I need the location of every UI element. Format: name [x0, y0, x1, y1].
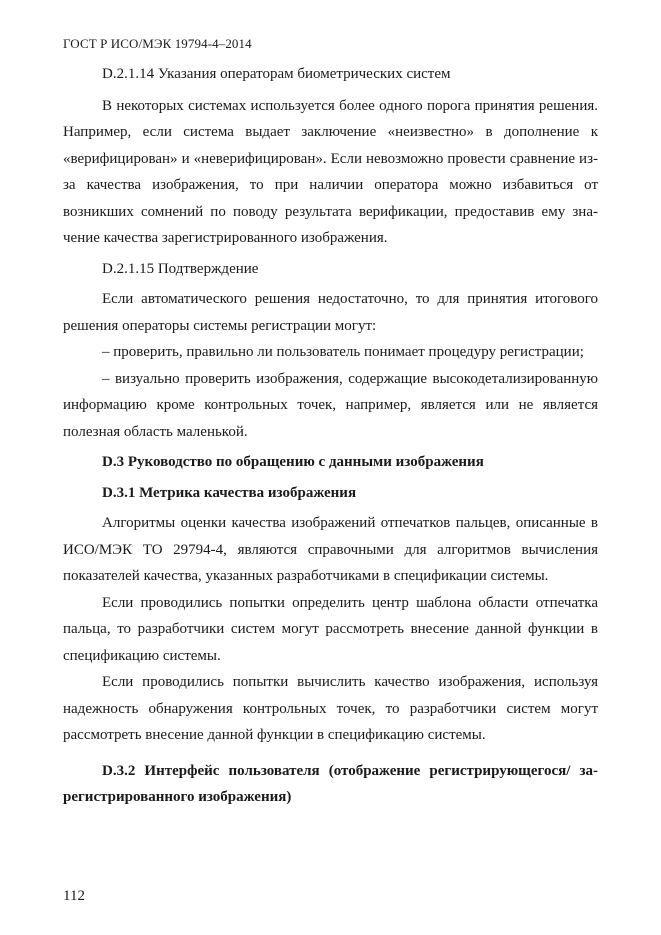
paragraph-d2115-1: Если автоматического решения недостаточно, то для принятия итогового решения операторы системы регистрации могут: — [63, 291, 598, 334]
list-item-d2115-1: – проверить, правильно ли пользователь понимает процедуру регистрации; — [102, 344, 584, 360]
page-number: 112 — [63, 888, 85, 904]
paragraph-d2114-1: В некоторых системах используется более одного порога принятия решения. Например, если система выдает заключение «неизвестно» в дополнение к «верифицирован» и «неверифицирован». Если невозможно провести сравнение из-за качества изображения, то при наличии оператора можно избавиться от возникших сомнений по поводу результата верификации, предоставив ему значение качества зарегистрированного изображения. — [63, 97, 598, 246]
paragraph-d31-3: Если проводились попытки вычислить качество изображения, используя надежность обнаружения контрольных точек, то разработчики систем могут рассмотреть внесение данной функции в спецификацию системы. — [63, 674, 598, 743]
section-heading-d2114: D.2.1.14 Указания операторам биометрических систем — [102, 66, 451, 82]
section-heading-d2115: D.2.1.15 Подтверждение — [102, 260, 259, 277]
standard-header: ГОСТ Р ИСО/МЭК 19794-4–2014 — [63, 36, 252, 51]
section-heading-d32: D.3.2 Интерфейс пользователя (отображение регистрирующегося/ зарегистрированного изображения) — [63, 762, 598, 805]
paragraph-d31-1: Алгоритмы оценки качества изображений отпечатков пальцев, описанные в ИСО/МЭК ТО 29794-4, являются справочными для алгоритмов вычисления показателей качества, указанных разработчиками в спецификации системы. — [63, 515, 598, 584]
list-item-d2115-2: – визуально проверить изображения, содержащие высокодетализированную информацию кроме контрольных точек, например, является или не является полезная область маленькой. — [63, 370, 598, 440]
section-heading-d3: D.3 Руководство по обращению с данными изображения — [102, 454, 484, 470]
paragraph-d31-2: Если проводились попытки определить центр шаблона области отпечатка пальца, то разработчики систем могут рассмотреть внесение данной функции в спецификацию системы. — [63, 594, 598, 664]
section-heading-d31: D.3.1 Метрика качества изображения — [102, 484, 357, 501]
page-content — [63, 61, 598, 811]
